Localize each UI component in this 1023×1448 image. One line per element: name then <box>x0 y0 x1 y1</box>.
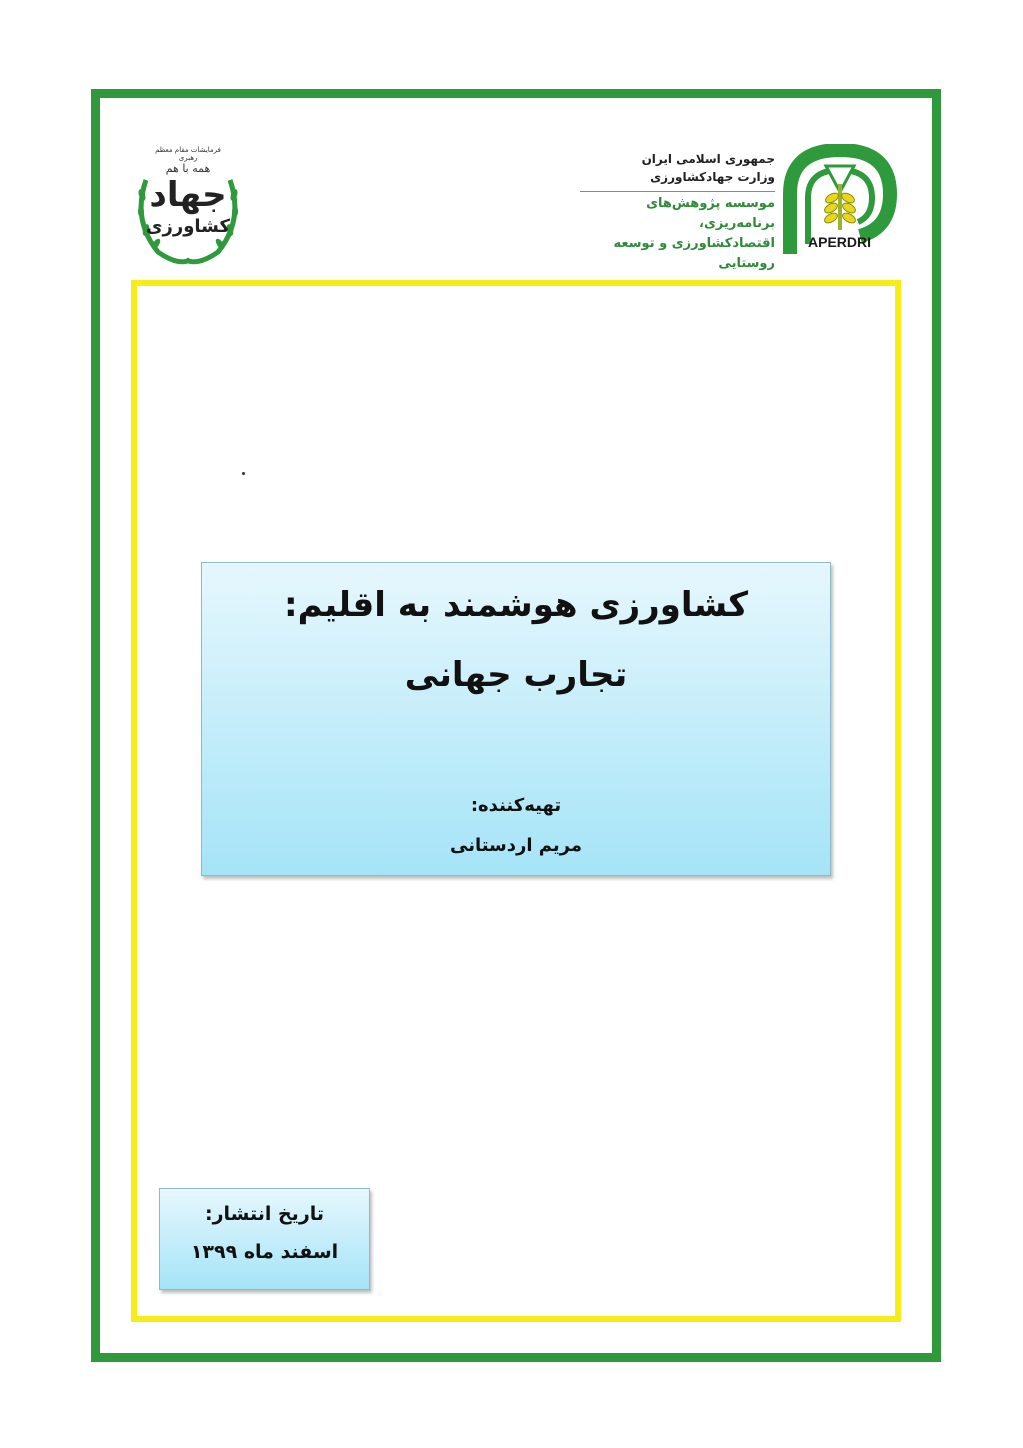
org-ministry: وزارت جهادکشاورزی <box>650 170 775 184</box>
org-institute-line2: اقتصادکشاورزی و توسعه روستایی <box>613 236 775 271</box>
logo-sub-text: کشاورزی <box>146 216 230 237</box>
org-divider <box>580 191 775 192</box>
org-institute-line1: موسسه پژوهش‌های برنامه‌ریزی، <box>646 196 775 231</box>
aperdri-label: APERDRI <box>808 234 872 250</box>
publication-date-value: اسفند ماه ۱۳۹۹ <box>190 1241 339 1263</box>
prepared-by-label: تهیه‌کننده: <box>470 795 562 816</box>
prepared-by-name: مریم اردستانی <box>449 835 583 856</box>
logo-small-text: همه با هم <box>165 162 211 175</box>
logo-quote-text: فرمایشات مقام معظم رهبری <box>155 146 221 162</box>
aperdri-logo <box>780 144 900 260</box>
stray-dot <box>242 472 245 475</box>
title-line-1: کشاورزی هوشمند به اقلیم: <box>283 585 749 625</box>
title-line-2: تجارب جهانی <box>404 655 628 695</box>
title-box <box>201 562 831 876</box>
logo-big-text: جهاد <box>149 175 227 215</box>
jahad-keshavarzi-logo <box>128 140 248 270</box>
publication-date-box <box>159 1188 370 1290</box>
org-country: جمهوری اسلامی ایران <box>641 152 775 166</box>
organization-block <box>580 150 775 274</box>
publication-date-label: تاریخ انتشار: <box>204 1203 325 1225</box>
